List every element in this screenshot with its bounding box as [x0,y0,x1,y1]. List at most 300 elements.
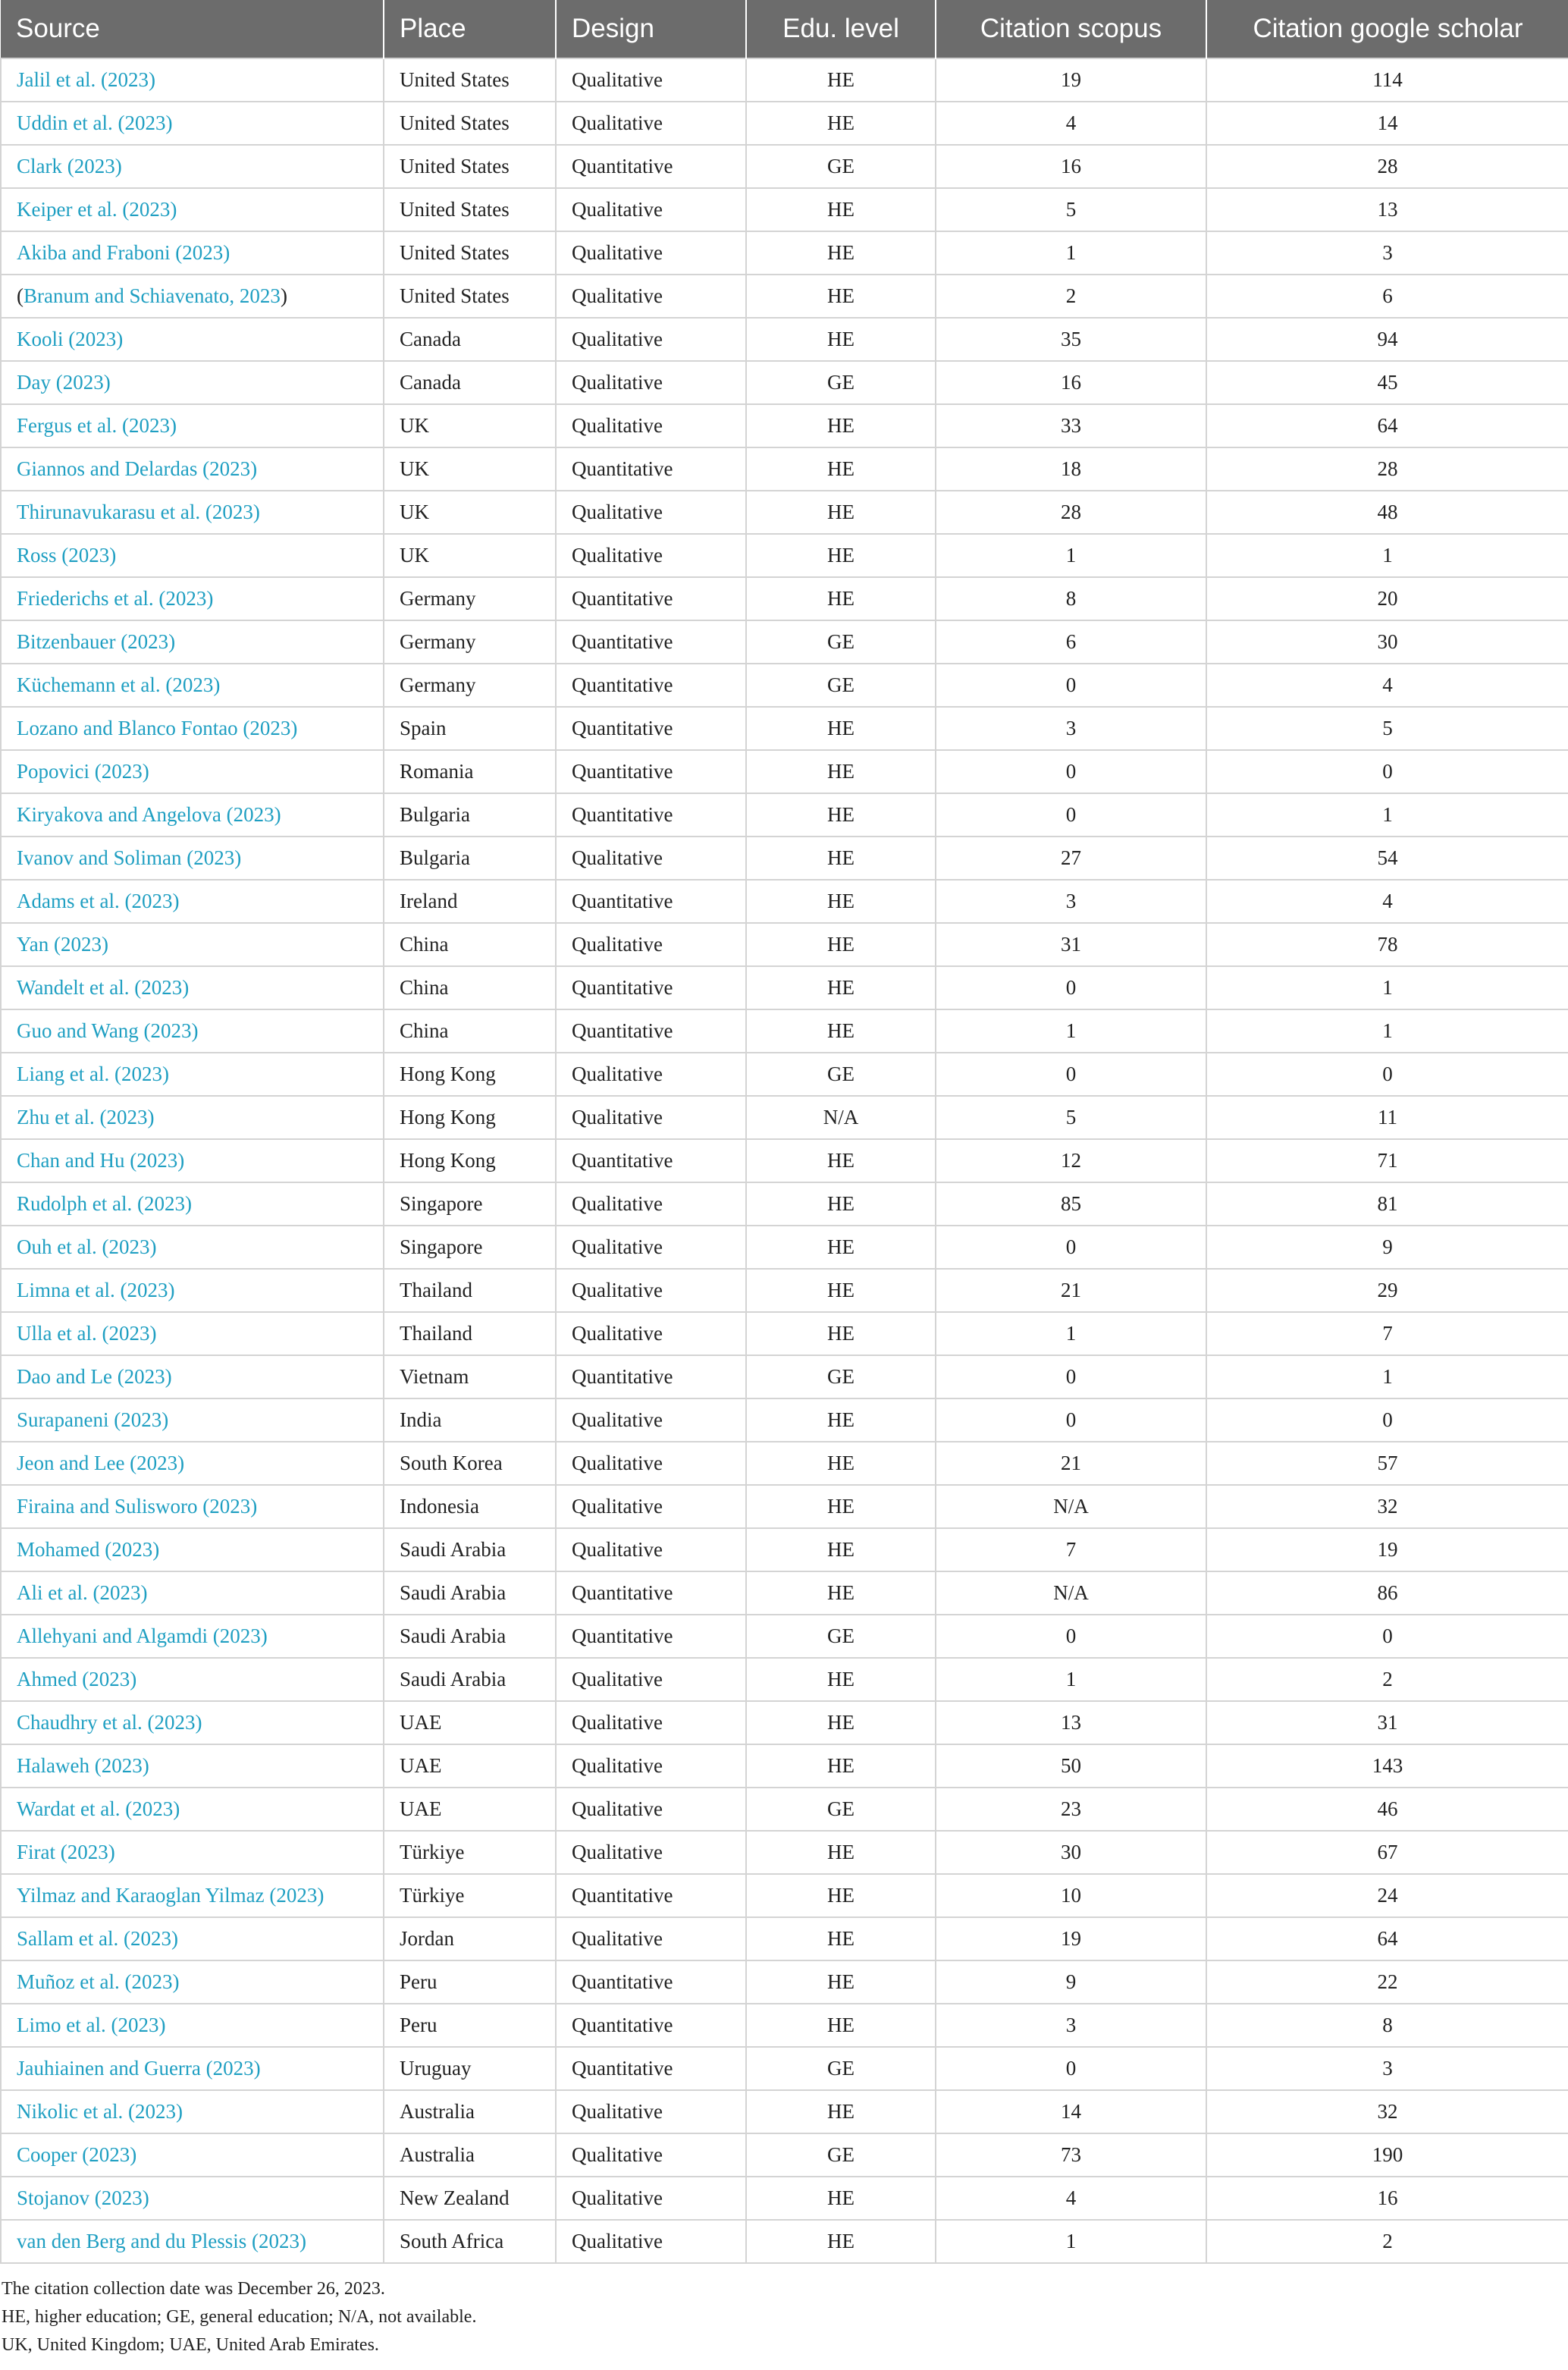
cell-edu-level: HE [746,318,936,361]
cell-citation-google-scholar: 45 [1206,361,1568,404]
cell-source[interactable]: Ali et al. (2023) [1,1571,384,1615]
cell-citation-google-scholar: 48 [1206,491,1568,534]
cell-source[interactable]: Küchemann et al. (2023) [1,664,384,707]
cell-design: Qualitative [556,2220,746,2263]
cell-place: UK [384,534,556,577]
cell-place: China [384,966,556,1009]
cell-citation-scopus: 4 [936,2177,1206,2220]
cell-source[interactable]: Allehyani and Algamdi (2023) [1,1615,384,1658]
cell-edu-level: HE [746,577,936,620]
table-row [1,1485,1568,1528]
cell-citation-scopus: 21 [936,1269,1206,1312]
cell-citation-scopus: 0 [936,664,1206,707]
cell-place: Australia [384,2133,556,2177]
cell-citation-scopus: 1 [936,231,1206,275]
cell-design: Quantitative [556,2004,746,2047]
cell-citation-google-scholar: 4 [1206,664,1568,707]
table-row [1,1182,1568,1226]
table-row [1,231,1568,275]
table-row [1,1398,1568,1442]
table-header [1,0,1568,58]
cell-place: Peru [384,2004,556,2047]
cell-citation-google-scholar: 20 [1206,577,1568,620]
cell-citation-google-scholar: 19 [1206,1528,1568,1571]
table-row [1,1269,1568,1312]
cell-citation-scopus: 7 [936,1528,1206,1571]
cell-place: UAE [384,1701,556,1744]
cell-design: Qualitative [556,1701,746,1744]
cell-citation-scopus: 5 [936,188,1206,231]
cell-design: Qualitative [556,1398,746,1442]
cell-citation-google-scholar: 2 [1206,1658,1568,1701]
cell-source[interactable]: Ross (2023) [1,534,384,577]
cell-source[interactable]: Stojanov (2023) [1,2177,384,2220]
cell-source[interactable]: Bitzenbauer (2023) [1,620,384,664]
cell-citation-google-scholar: 2 [1206,2220,1568,2263]
cell-citation-scopus: 0 [936,1615,1206,1658]
cell-citation-scopus: 23 [936,1788,1206,1831]
cell-citation-scopus: 0 [936,966,1206,1009]
cell-edu-level: HE [746,1442,936,1485]
cell-citation-scopus: 31 [936,923,1206,966]
cell-citation-scopus: 1 [936,1009,1206,1053]
cell-design: Qualitative [556,1096,746,1139]
cell-design: Qualitative [556,1658,746,1701]
cell-citation-google-scholar: 13 [1206,188,1568,231]
cell-edu-level: GE [746,1788,936,1831]
cell-source[interactable]: Chan and Hu (2023) [1,1139,384,1182]
cell-edu-level: HE [746,2004,936,2047]
cell-edu-level: GE [746,2133,936,2177]
cell-citation-google-scholar: 78 [1206,923,1568,966]
cell-edu-level: HE [746,231,936,275]
cell-design: Qualitative [556,1528,746,1571]
cell-citation-google-scholar: 14 [1206,102,1568,145]
cell-place: Saudi Arabia [384,1658,556,1701]
cell-source[interactable]: Limo et al. (2023) [1,2004,384,2047]
cell-citation-google-scholar: 71 [1206,1139,1568,1182]
cell-citation-scopus: 73 [936,2133,1206,2177]
cell-place: UAE [384,1788,556,1831]
cell-citation-scopus: 27 [936,837,1206,880]
cell-place: India [384,1398,556,1442]
table-row [1,1788,1568,1831]
cell-citation-scopus: 8 [936,577,1206,620]
cell-citation-scopus: 0 [936,750,1206,793]
cell-citation-scopus: 1 [936,1658,1206,1701]
cell-source[interactable]: Lozano and Blanco Fontao (2023) [1,707,384,750]
cell-citation-google-scholar: 54 [1206,837,1568,880]
cell-citation-google-scholar: 4 [1206,880,1568,923]
cell-place: Indonesia [384,1485,556,1528]
cell-citation-scopus: 5 [936,1096,1206,1139]
cell-design: Quantitative [556,2047,746,2090]
cell-edu-level: HE [746,923,936,966]
cell-place: United States [384,145,556,188]
table-row [1,58,1568,102]
table-row [1,1355,1568,1398]
cell-edu-level: HE [746,1571,936,1615]
cell-source[interactable]: (Branum and Schiavenato, 2023) [1,275,384,318]
table-row [1,2004,1568,2047]
cell-source[interactable]: Uddin et al. (2023) [1,102,384,145]
table-row [1,2090,1568,2133]
cell-citation-scopus: 19 [936,1917,1206,1960]
cell-place: Hong Kong [384,1096,556,1139]
cell-place: Germany [384,664,556,707]
cell-design: Qualitative [556,361,746,404]
cell-citation-scopus: 3 [936,880,1206,923]
cell-design: Qualitative [556,1053,746,1096]
cell-edu-level: HE [746,188,936,231]
cell-source[interactable]: Yan (2023) [1,923,384,966]
cell-source[interactable]: Ahmed (2023) [1,1658,384,1701]
table-row [1,1096,1568,1139]
cell-citation-google-scholar: 5 [1206,707,1568,750]
cell-edu-level: GE [746,1355,936,1398]
cell-design: Qualitative [556,1917,746,1960]
cell-citation-scopus: 6 [936,620,1206,664]
table-row [1,966,1568,1009]
cell-place: Türkiye [384,1874,556,1917]
cell-design: Qualitative [556,188,746,231]
cell-citation-scopus: 21 [936,1442,1206,1485]
table-row [1,361,1568,404]
cell-citation-google-scholar: 143 [1206,1744,1568,1788]
cell-design: Qualitative [556,318,746,361]
cell-place: Hong Kong [384,1139,556,1182]
cell-citation-google-scholar: 190 [1206,2133,1568,2177]
table-row [1,1615,1568,1658]
cell-edu-level: HE [746,1701,936,1744]
cell-citation-scopus: 1 [936,534,1206,577]
cell-design: Qualitative [556,1831,746,1874]
cell-citation-scopus: 0 [936,2047,1206,2090]
cell-citation-scopus: 10 [936,1874,1206,1917]
cell-design: Quantitative [556,1960,746,2004]
table-row [1,2133,1568,2177]
cell-source[interactable]: Mohamed (2023) [1,1528,384,1571]
header-edu-level: Edu. level [746,0,936,58]
cell-design: Quantitative [556,707,746,750]
cell-design: Qualitative [556,102,746,145]
cell-source[interactable]: Cooper (2023) [1,2133,384,2177]
table-row [1,1571,1568,1615]
table-row [1,664,1568,707]
cell-source[interactable]: Fergus et al. (2023) [1,404,384,447]
cell-source[interactable]: Firat (2023) [1,1831,384,1874]
table-row [1,1874,1568,1917]
header-citation-google-scholar: Citation google scholar [1206,0,1568,58]
cell-citation-google-scholar: 86 [1206,1571,1568,1615]
footnote-collection-date: The citation collection date was December 26, 2023. [2,2279,385,2299]
cell-design: Qualitative [556,1182,746,1226]
cell-source[interactable]: Halaweh (2023) [1,1744,384,1788]
cell-citation-scopus: 0 [936,1226,1206,1269]
cell-place: Bulgaria [384,837,556,880]
cell-design: Quantitative [556,1009,746,1053]
cell-design: Quantitative [556,966,746,1009]
cell-edu-level: HE [746,966,936,1009]
cell-source[interactable]: Jauhiainen and Guerra (2023) [1,2047,384,2090]
table-row [1,837,1568,880]
cell-edu-level: HE [746,447,936,491]
cell-design: Quantitative [556,577,746,620]
cell-citation-scopus: 4 [936,102,1206,145]
cell-source[interactable]: Wardat et al. (2023) [1,1788,384,1831]
cell-design: Qualitative [556,837,746,880]
cell-citation-scopus: N/A [936,1485,1206,1528]
cell-edu-level: HE [746,58,936,102]
cell-citation-scopus: 12 [936,1139,1206,1182]
table-row [1,1053,1568,1096]
cell-design: Qualitative [556,231,746,275]
cell-edu-level: HE [746,793,936,837]
cell-place: Singapore [384,1226,556,1269]
cell-source[interactable]: Giannos and Delardas (2023) [1,447,384,491]
cell-citation-scopus: 2 [936,275,1206,318]
cell-citation-scopus: 33 [936,404,1206,447]
table-row [1,404,1568,447]
cell-citation-scopus: 9 [936,1960,1206,2004]
cell-source[interactable]: Clark (2023) [1,145,384,188]
cell-source[interactable]: Adams et al. (2023) [1,880,384,923]
cell-citation-scopus: 16 [936,145,1206,188]
cell-edu-level: GE [746,2047,936,2090]
cell-design: Quantitative [556,1355,746,1398]
cell-citation-scopus: 85 [936,1182,1206,1226]
cell-edu-level: HE [746,1398,936,1442]
table-row [1,1312,1568,1355]
cell-citation-google-scholar: 0 [1206,1053,1568,1096]
cell-source[interactable]: Limna et al. (2023) [1,1269,384,1312]
cell-citation-scopus: 0 [936,1398,1206,1442]
cell-edu-level: HE [746,1874,936,1917]
table-row [1,1960,1568,2004]
cell-design: Quantitative [556,793,746,837]
cell-edu-level: HE [746,102,936,145]
cell-edu-level: HE [746,1744,936,1788]
cell-citation-scopus: 30 [936,1831,1206,1874]
cell-source[interactable]: Dao and Le (2023) [1,1355,384,1398]
cell-design: Quantitative [556,1139,746,1182]
cell-source[interactable]: Firaina and Sulisworo (2023) [1,1485,384,1528]
cell-source[interactable]: Thirunavukarasu et al. (2023) [1,491,384,534]
cell-place: Saudi Arabia [384,1528,556,1571]
cell-source[interactable]: Ouh et al. (2023) [1,1226,384,1269]
cell-place: UK [384,491,556,534]
cell-citation-google-scholar: 29 [1206,1269,1568,1312]
cell-place: Türkiye [384,1831,556,1874]
table-row [1,1139,1568,1182]
cell-place: China [384,1009,556,1053]
table-row [1,620,1568,664]
cell-design: Qualitative [556,1485,746,1528]
cell-edu-level: HE [746,275,936,318]
cell-design: Quantitative [556,145,746,188]
table-body [1,58,1568,2263]
cell-source[interactable]: Jalil et al. (2023) [1,58,384,102]
cell-design: Quantitative [556,1615,746,1658]
cell-design: Qualitative [556,491,746,534]
cell-place: Germany [384,620,556,664]
cell-edu-level: GE [746,664,936,707]
cell-citation-google-scholar: 64 [1206,404,1568,447]
table-row [1,1831,1568,1874]
cell-source[interactable]: Kiryakova and Angelova (2023) [1,793,384,837]
cell-citation-google-scholar: 6 [1206,275,1568,318]
cell-citation-scopus: 50 [936,1744,1206,1788]
cell-citation-scopus: 13 [936,1701,1206,1744]
cell-design: Qualitative [556,1744,746,1788]
cell-citation-google-scholar: 11 [1206,1096,1568,1139]
cell-place: Hong Kong [384,1053,556,1096]
cell-citation-google-scholar: 28 [1206,447,1568,491]
cell-source[interactable]: Jeon and Lee (2023) [1,1442,384,1485]
table-row [1,707,1568,750]
cell-source[interactable]: Nikolic et al. (2023) [1,2090,384,2133]
cell-place: United States [384,58,556,102]
cell-edu-level: HE [746,1139,936,1182]
cell-design: Qualitative [556,58,746,102]
cell-place: UK [384,447,556,491]
cell-place: Canada [384,361,556,404]
cell-citation-google-scholar: 8 [1206,2004,1568,2047]
cell-design: Qualitative [556,1226,746,1269]
cell-design: Quantitative [556,880,746,923]
table-row [1,275,1568,318]
table-row [1,2220,1568,2263]
cell-edu-level: HE [746,880,936,923]
table-row [1,1009,1568,1053]
table-row [1,1442,1568,1485]
cell-place: United States [384,188,556,231]
footnote-country-abbreviations: UK, United Kingdom; UAE, United Arab Emirates. [2,2335,379,2355]
cell-edu-level: GE [746,361,936,404]
cell-edu-level: HE [746,404,936,447]
cell-design: Qualitative [556,275,746,318]
table-row [1,102,1568,145]
cell-edu-level: N/A [746,1096,936,1139]
table-row [1,577,1568,620]
cell-edu-level: HE [746,491,936,534]
cell-design: Qualitative [556,534,746,577]
cell-citation-google-scholar: 1 [1206,534,1568,577]
cell-design: Qualitative [556,2133,746,2177]
cell-design: Qualitative [556,2177,746,2220]
cell-place: Uruguay [384,2047,556,2090]
cell-source[interactable]: Wandelt et al. (2023) [1,966,384,1009]
cell-citation-scopus: N/A [936,1571,1206,1615]
cell-place: Peru [384,1960,556,2004]
table-row [1,1528,1568,1571]
cell-source[interactable]: Chaudhry et al. (2023) [1,1701,384,1744]
cell-design: Qualitative [556,923,746,966]
cell-place: China [384,923,556,966]
cell-citation-google-scholar: 32 [1206,2090,1568,2133]
table-row [1,491,1568,534]
cell-place: UAE [384,1744,556,1788]
cell-edu-level: HE [746,837,936,880]
cell-edu-level: HE [746,2220,936,2263]
cell-edu-level: HE [746,1658,936,1701]
cell-source[interactable]: Akiba and Fraboni (2023) [1,231,384,275]
cell-citation-scopus: 28 [936,491,1206,534]
cell-edu-level: HE [746,1009,936,1053]
cell-citation-scopus: 19 [936,58,1206,102]
cell-source[interactable]: Guo and Wang (2023) [1,1009,384,1053]
cell-source[interactable]: Surapaneni (2023) [1,1398,384,1442]
cell-citation-scopus: 0 [936,1355,1206,1398]
table-row [1,1744,1568,1788]
cell-source[interactable]: Sallam et al. (2023) [1,1917,384,1960]
cell-design: Quantitative [556,1571,746,1615]
table-row [1,188,1568,231]
cell-place: Germany [384,577,556,620]
cell-citation-google-scholar: 16 [1206,2177,1568,2220]
cell-citation-google-scholar: 1 [1206,966,1568,1009]
cell-design: Quantitative [556,1874,746,1917]
cell-citation-scopus: 18 [936,447,1206,491]
cell-source[interactable]: Zhu et al. (2023) [1,1096,384,1139]
cell-citation-google-scholar: 28 [1206,145,1568,188]
cell-citation-google-scholar: 1 [1206,1355,1568,1398]
cell-source[interactable]: Muñoz et al. (2023) [1,1960,384,2004]
cell-source[interactable]: Liang et al. (2023) [1,1053,384,1096]
cell-place: United States [384,102,556,145]
cell-edu-level: HE [746,2090,936,2133]
cell-source[interactable]: Popovici (2023) [1,750,384,793]
cell-citation-google-scholar: 67 [1206,1831,1568,1874]
header-source: Source [1,0,384,58]
cell-place: United States [384,275,556,318]
cell-source[interactable]: Ulla et al. (2023) [1,1312,384,1355]
cell-source[interactable]: Friederichs et al. (2023) [1,577,384,620]
cell-design: Qualitative [556,1312,746,1355]
cell-citation-google-scholar: 1 [1206,1009,1568,1053]
header-row [1,0,1568,58]
cell-citation-google-scholar: 64 [1206,1917,1568,1960]
cell-place: Jordan [384,1917,556,1960]
cell-source[interactable]: Kooli (2023) [1,318,384,361]
cell-place: UK [384,404,556,447]
cell-source[interactable]: van den Berg and du Plessis (2023) [1,2220,384,2263]
cell-citation-google-scholar: 3 [1206,2047,1568,2090]
cell-edu-level: HE [746,1182,936,1226]
cell-citation-google-scholar: 94 [1206,318,1568,361]
cell-place: Canada [384,318,556,361]
cell-edu-level: HE [746,2177,936,2220]
table-row [1,923,1568,966]
cell-design: Qualitative [556,1788,746,1831]
cell-source[interactable]: Yilmaz and Karaoglan Yilmaz (2023) [1,1874,384,1917]
cell-citation-scopus: 35 [936,318,1206,361]
cell-place: Spain [384,707,556,750]
cell-citation-google-scholar: 114 [1206,58,1568,102]
cell-citation-scopus: 0 [936,1053,1206,1096]
cell-citation-google-scholar: 46 [1206,1788,1568,1831]
cell-place: United States [384,231,556,275]
cell-citation-google-scholar: 81 [1206,1182,1568,1226]
cell-source[interactable]: Day (2023) [1,361,384,404]
cell-citation-scopus: 14 [936,2090,1206,2133]
table-row [1,1917,1568,1960]
cell-source[interactable]: Rudolph et al. (2023) [1,1182,384,1226]
cell-place: Vietnam [384,1355,556,1398]
cell-place: Bulgaria [384,793,556,837]
cell-source[interactable]: Keiper et al. (2023) [1,188,384,231]
cell-source[interactable]: Ivanov and Soliman (2023) [1,837,384,880]
